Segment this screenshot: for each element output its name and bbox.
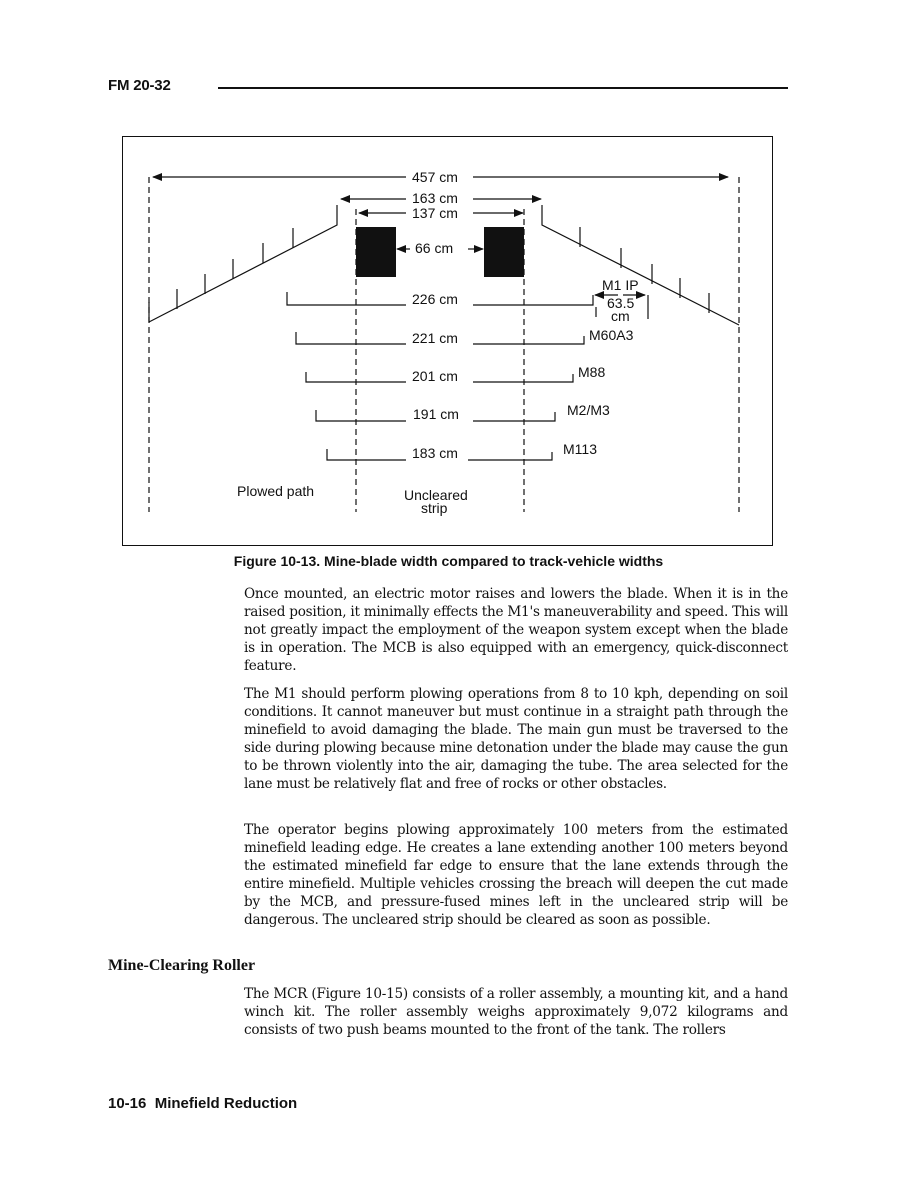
label-137: 137 cm <box>412 205 458 221</box>
label-plowed-path: Plowed path <box>237 483 315 499</box>
label-width-201: 201 cm <box>412 368 458 384</box>
label-163: 163 cm <box>412 190 458 206</box>
label-vehicle-m2-m3: M2/M3 <box>567 402 610 418</box>
document-id: FM 20-32 <box>108 77 171 94</box>
label-457: 457 cm <box>412 169 458 185</box>
label-vehicle-m88: M88 <box>578 364 606 380</box>
label-m1-ip-unit: cm <box>611 308 630 324</box>
figure-caption-text: Figure 10-13. Mine-blade width compared to track-vehicle widths <box>233 553 664 569</box>
label-strip: strip <box>421 500 448 516</box>
label-vehicle-m113: M113 <box>563 441 597 457</box>
paragraph-operator-procedure: The operator begins plowing approximately 100 meters from the estimated minefield leading edge. He creates a lane extending another 100 meters beyond the estimated minefield far edge to ensure that the lane extends through the entire minefield. Multiple vehicles crossing the breach will deepen the cut made by the MCB, and pressure-fused mines left in the uncleared strip will be dangerous. The uncleared strip should be cleared as soon as possible. <box>244 822 788 929</box>
label-width-226: 226 cm <box>412 291 458 307</box>
page-footer: 10-16 Minefield Reduction <box>108 1095 298 1112</box>
label-width-221: 221 cm <box>412 330 458 346</box>
label-m1-ip: M1 IP <box>602 277 639 293</box>
figure-diagram <box>122 136 773 546</box>
left-track-icon <box>356 227 396 277</box>
paragraph-blade-raising: Once mounted, an electric motor raises and lowers the blade. When it is in the raised position, it minimally effects the M1's maneuverability and speed. This will not greatly impact the employment of the weapon system except when the blade is in operation. The MCB is also equipped with an emergency, quick-disconnect feature. <box>244 586 788 675</box>
mine-blade-diagram <box>123 137 774 547</box>
label-width-183: 183 cm <box>412 445 458 461</box>
section-heading: Mine-Clearing Roller <box>108 957 256 974</box>
right-track-icon <box>484 227 524 277</box>
paragraph-plowing-operations: The M1 should perform plowing operations from 8 to 10 kph, depending on soil conditions. It cannot maneuver but must continue in a straight path through the minefield to avoid damaging the blade. The main gun must be traversed to the side during plowing because mine detonation under the blade may cause the gun to be thrown violently into the air, damaging the tube. The area selected for the lane must be relatively flat and free of rocks or other obstacles. <box>244 686 788 793</box>
figure-caption <box>0 553 923 569</box>
paragraph-mcr: The MCR (Figure 10-15) consists of a roller assembly, a mounting kit, and a hand winch kit. The roller assembly weighs approximately 9,072 kilograms and consists of two push beams mounted to the front of the tank. The rollers <box>244 986 788 1039</box>
label-66: 66 cm <box>415 240 454 256</box>
header-rule <box>218 87 788 89</box>
label-uncleared: Uncleared <box>404 487 468 503</box>
label-width-191: 191 cm <box>413 406 459 422</box>
label-vehicle-m60a3: M60A3 <box>589 327 634 343</box>
label-m1-ip-value: 63.5 <box>607 295 635 311</box>
